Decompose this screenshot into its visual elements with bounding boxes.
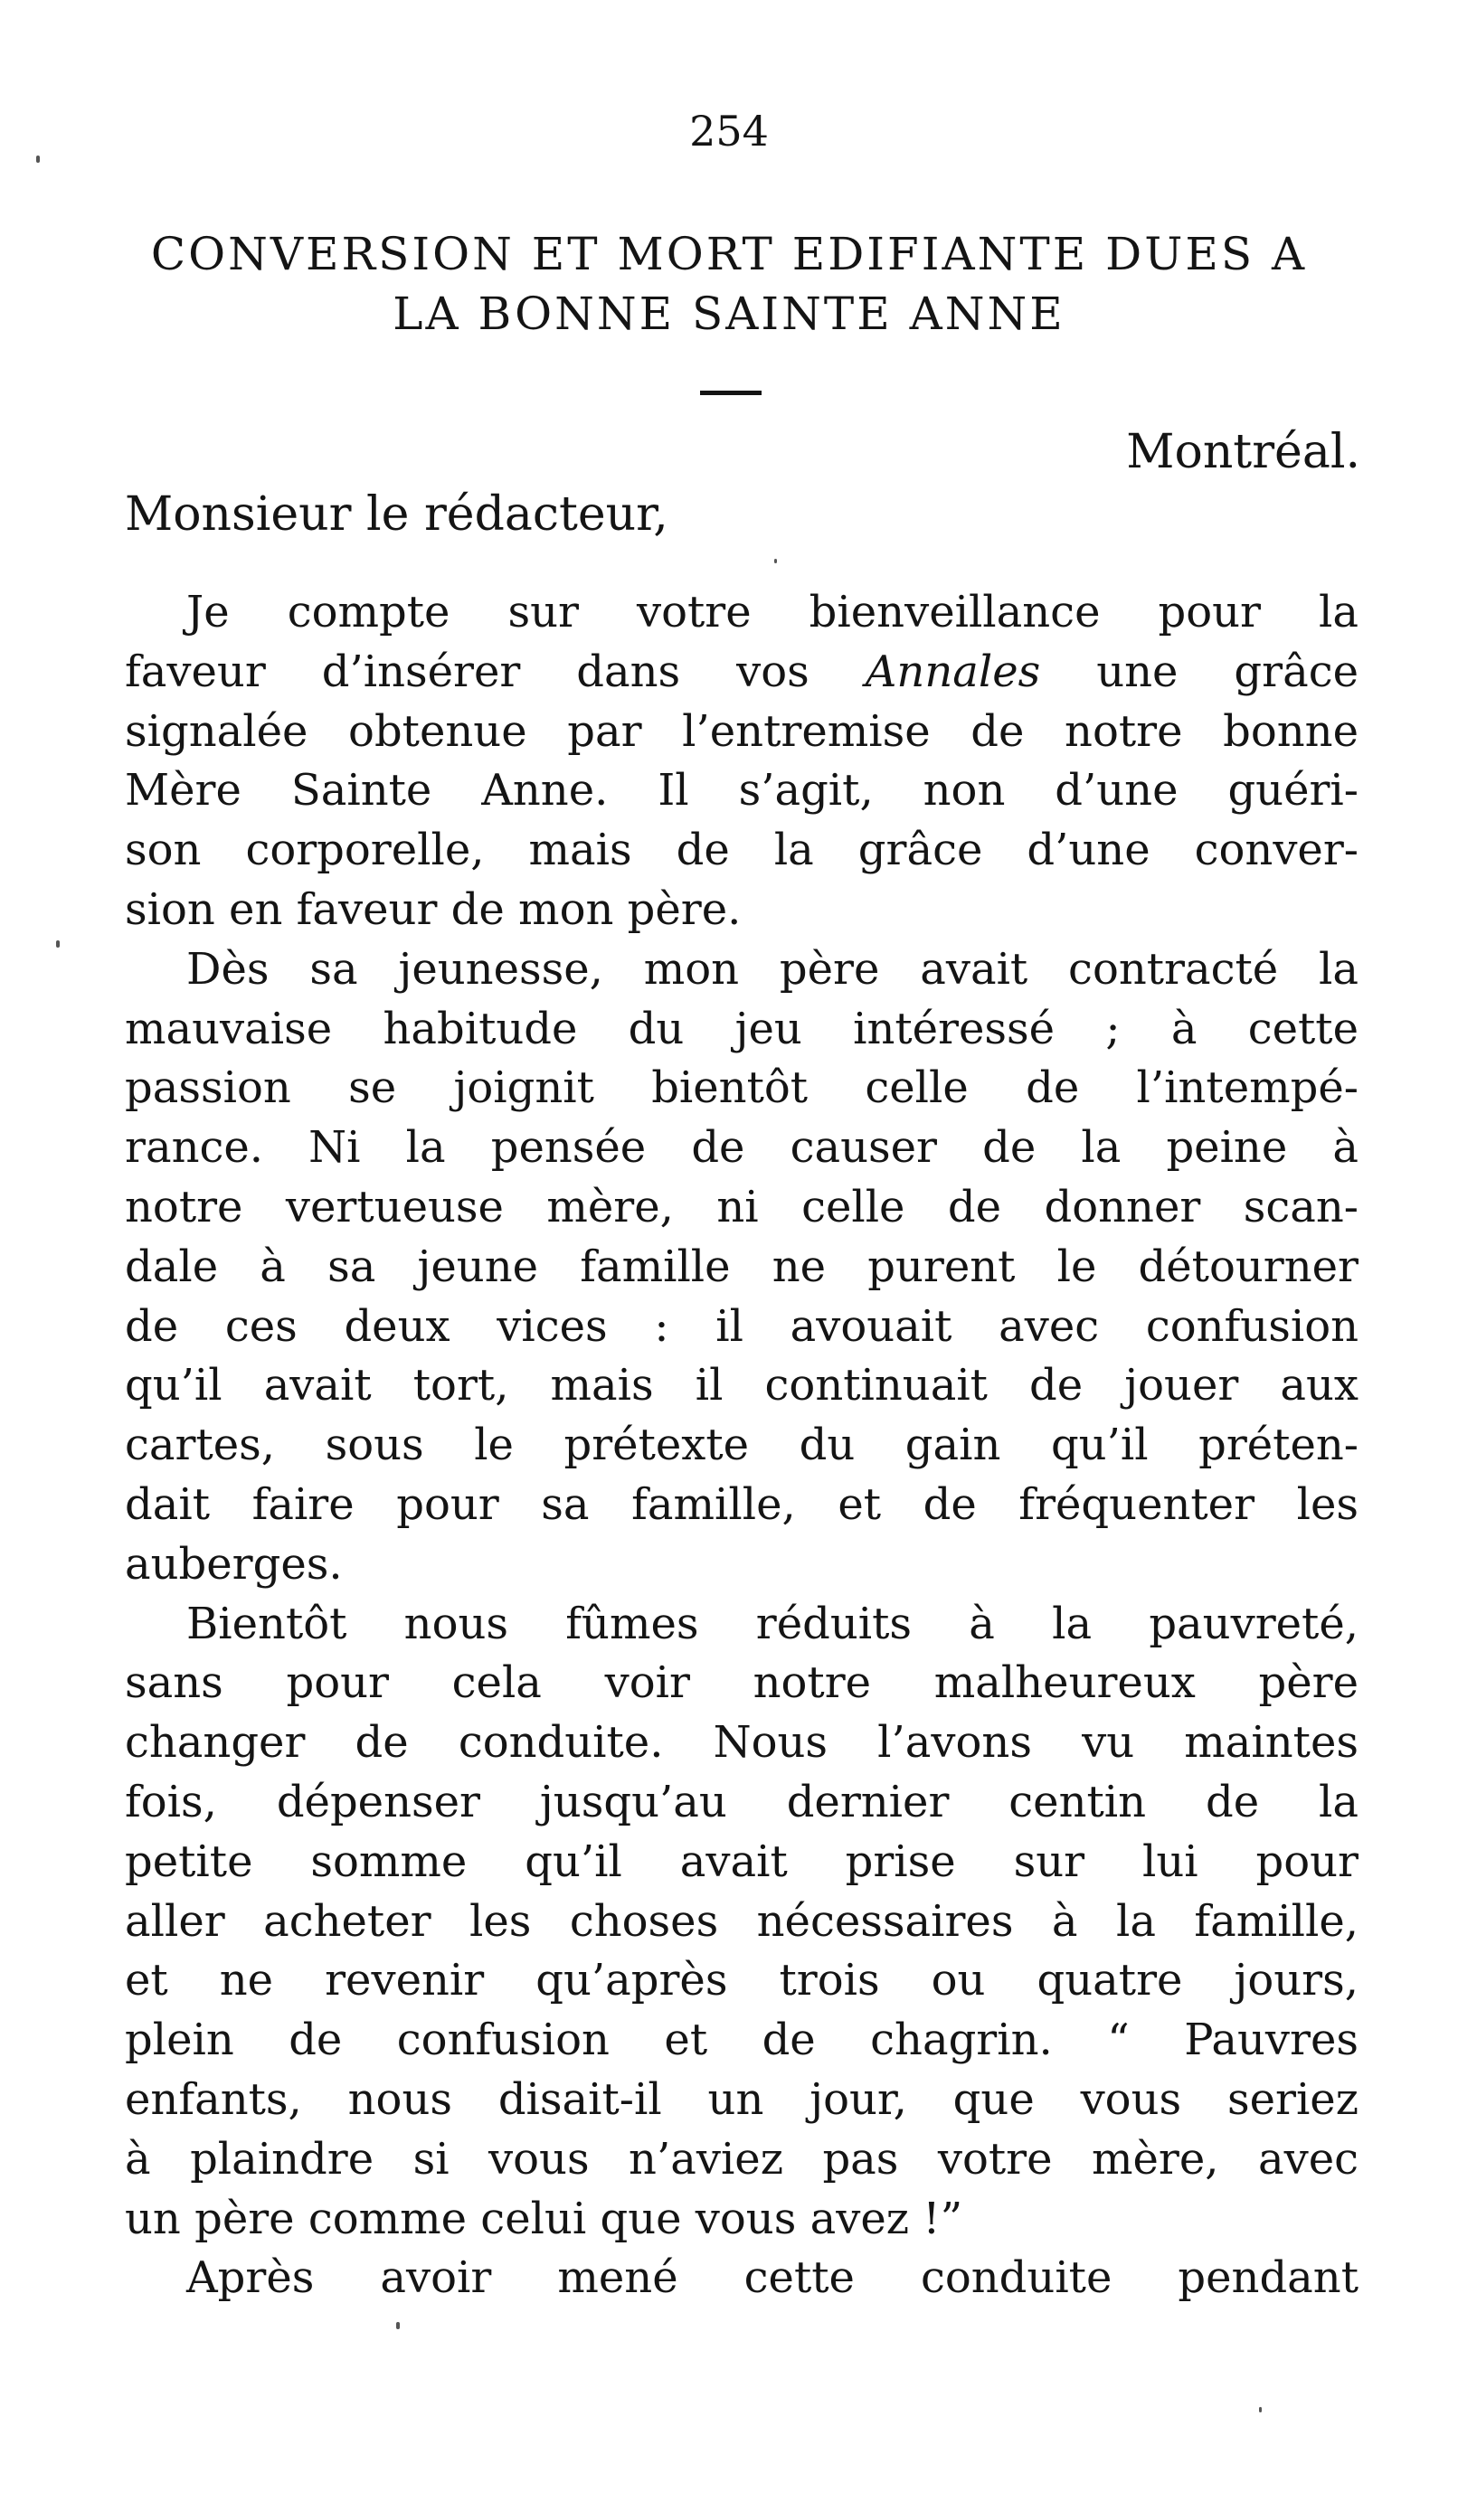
- text-line: rance. Ni la pensée de causer de la peine à: [125, 1122, 1359, 1174]
- print-speck: [36, 156, 40, 163]
- print-speck: [774, 559, 777, 563]
- text-line: de ces deux vices : il avouait avec confusion: [125, 1300, 1359, 1352]
- text-line: Bientôt nous fûmes réduits à la pauvreté,: [186, 1598, 1359, 1649]
- text-line: plein de confusion et de chagrin. “ Pauvres: [125, 2015, 1359, 2066]
- text-line: faveur d’insérer dans vos Annales une grâce: [125, 646, 1359, 697]
- print-speck: [1259, 2407, 1262, 2412]
- text-line: qu’il avait tort, mais il continuait de jouer aux: [125, 1360, 1359, 1411]
- text-line: aller acheter les choses nécessaires à la famille,: [125, 1895, 1359, 1947]
- text-line: Après avoir mené cette conduite pendant: [186, 2252, 1359, 2304]
- text-line: un père comme celui que vous avez !”: [125, 2193, 963, 2244]
- text-line: signalée obtenue par l’entremise de notre bonne: [125, 705, 1359, 757]
- italic-term: Annales: [865, 646, 1041, 697]
- title-line-1: CONVERSION ET MORT EDIFIANTE DUES A: [150, 228, 1308, 280]
- text-line: auberges.: [125, 1538, 343, 1590]
- text-line: dait faire pour sa famille, et de fréquenter les: [125, 1478, 1359, 1530]
- text-line: dale à sa jeune famille ne purent le détourner: [125, 1241, 1359, 1292]
- text-line: Dès sa jeunesse, mon père avait contracté la: [186, 943, 1359, 995]
- text-line: à plaindre si vous n’aviez pas votre mère, avec: [125, 2133, 1359, 2185]
- print-speck: [56, 940, 60, 948]
- letter-body: [125, 583, 1359, 2308]
- article-title: [90, 224, 1368, 344]
- title-rule: [700, 391, 762, 395]
- text-line: notre vertueuse mère, ni celle de donner scan-: [125, 1181, 1359, 1232]
- letter-place: Montréal.: [1126, 425, 1360, 479]
- text-line: changer de conduite. Nous l’avons vu maintes: [125, 1717, 1359, 1769]
- page-number: 254: [689, 107, 769, 156]
- text-line: petite somme qu’il avait prise sur lui pour: [125, 1836, 1359, 1887]
- text-line: sans pour cela voir notre malheureux père: [125, 1657, 1359, 1709]
- title-line-2: LA BONNE SAINTE ANNE: [393, 288, 1065, 340]
- text-line: Mère Sainte Anne. Il s’agit, non d’une guéri-: [125, 765, 1359, 816]
- text-line: son corporelle, mais de la grâce d’une conver-: [125, 825, 1359, 876]
- text-line: passion se joignit bientôt celle de l’intempé-: [125, 1062, 1359, 1114]
- print-speck: [396, 2322, 400, 2329]
- text-line: cartes, sous le prétexte du gain qu’il préten-: [125, 1420, 1359, 1471]
- text-line: Je compte sur votre bienveillance pour la: [186, 587, 1359, 637]
- letter-salutation: Monsieur le rédacteur,: [125, 487, 668, 542]
- text-line: sion en faveur de mon père.: [125, 883, 742, 935]
- text-line: fois, dépenser jusqu’au dernier centin de la: [125, 1776, 1359, 1827]
- text-line: mauvaise habitude du jeu intéressé ; à cette: [125, 1003, 1359, 1054]
- text-line: enfants, nous disait-il un jour, que vous seriez: [125, 2073, 1359, 2125]
- text-line: et ne revenir qu’après trois ou quatre jours,: [125, 1955, 1359, 2006]
